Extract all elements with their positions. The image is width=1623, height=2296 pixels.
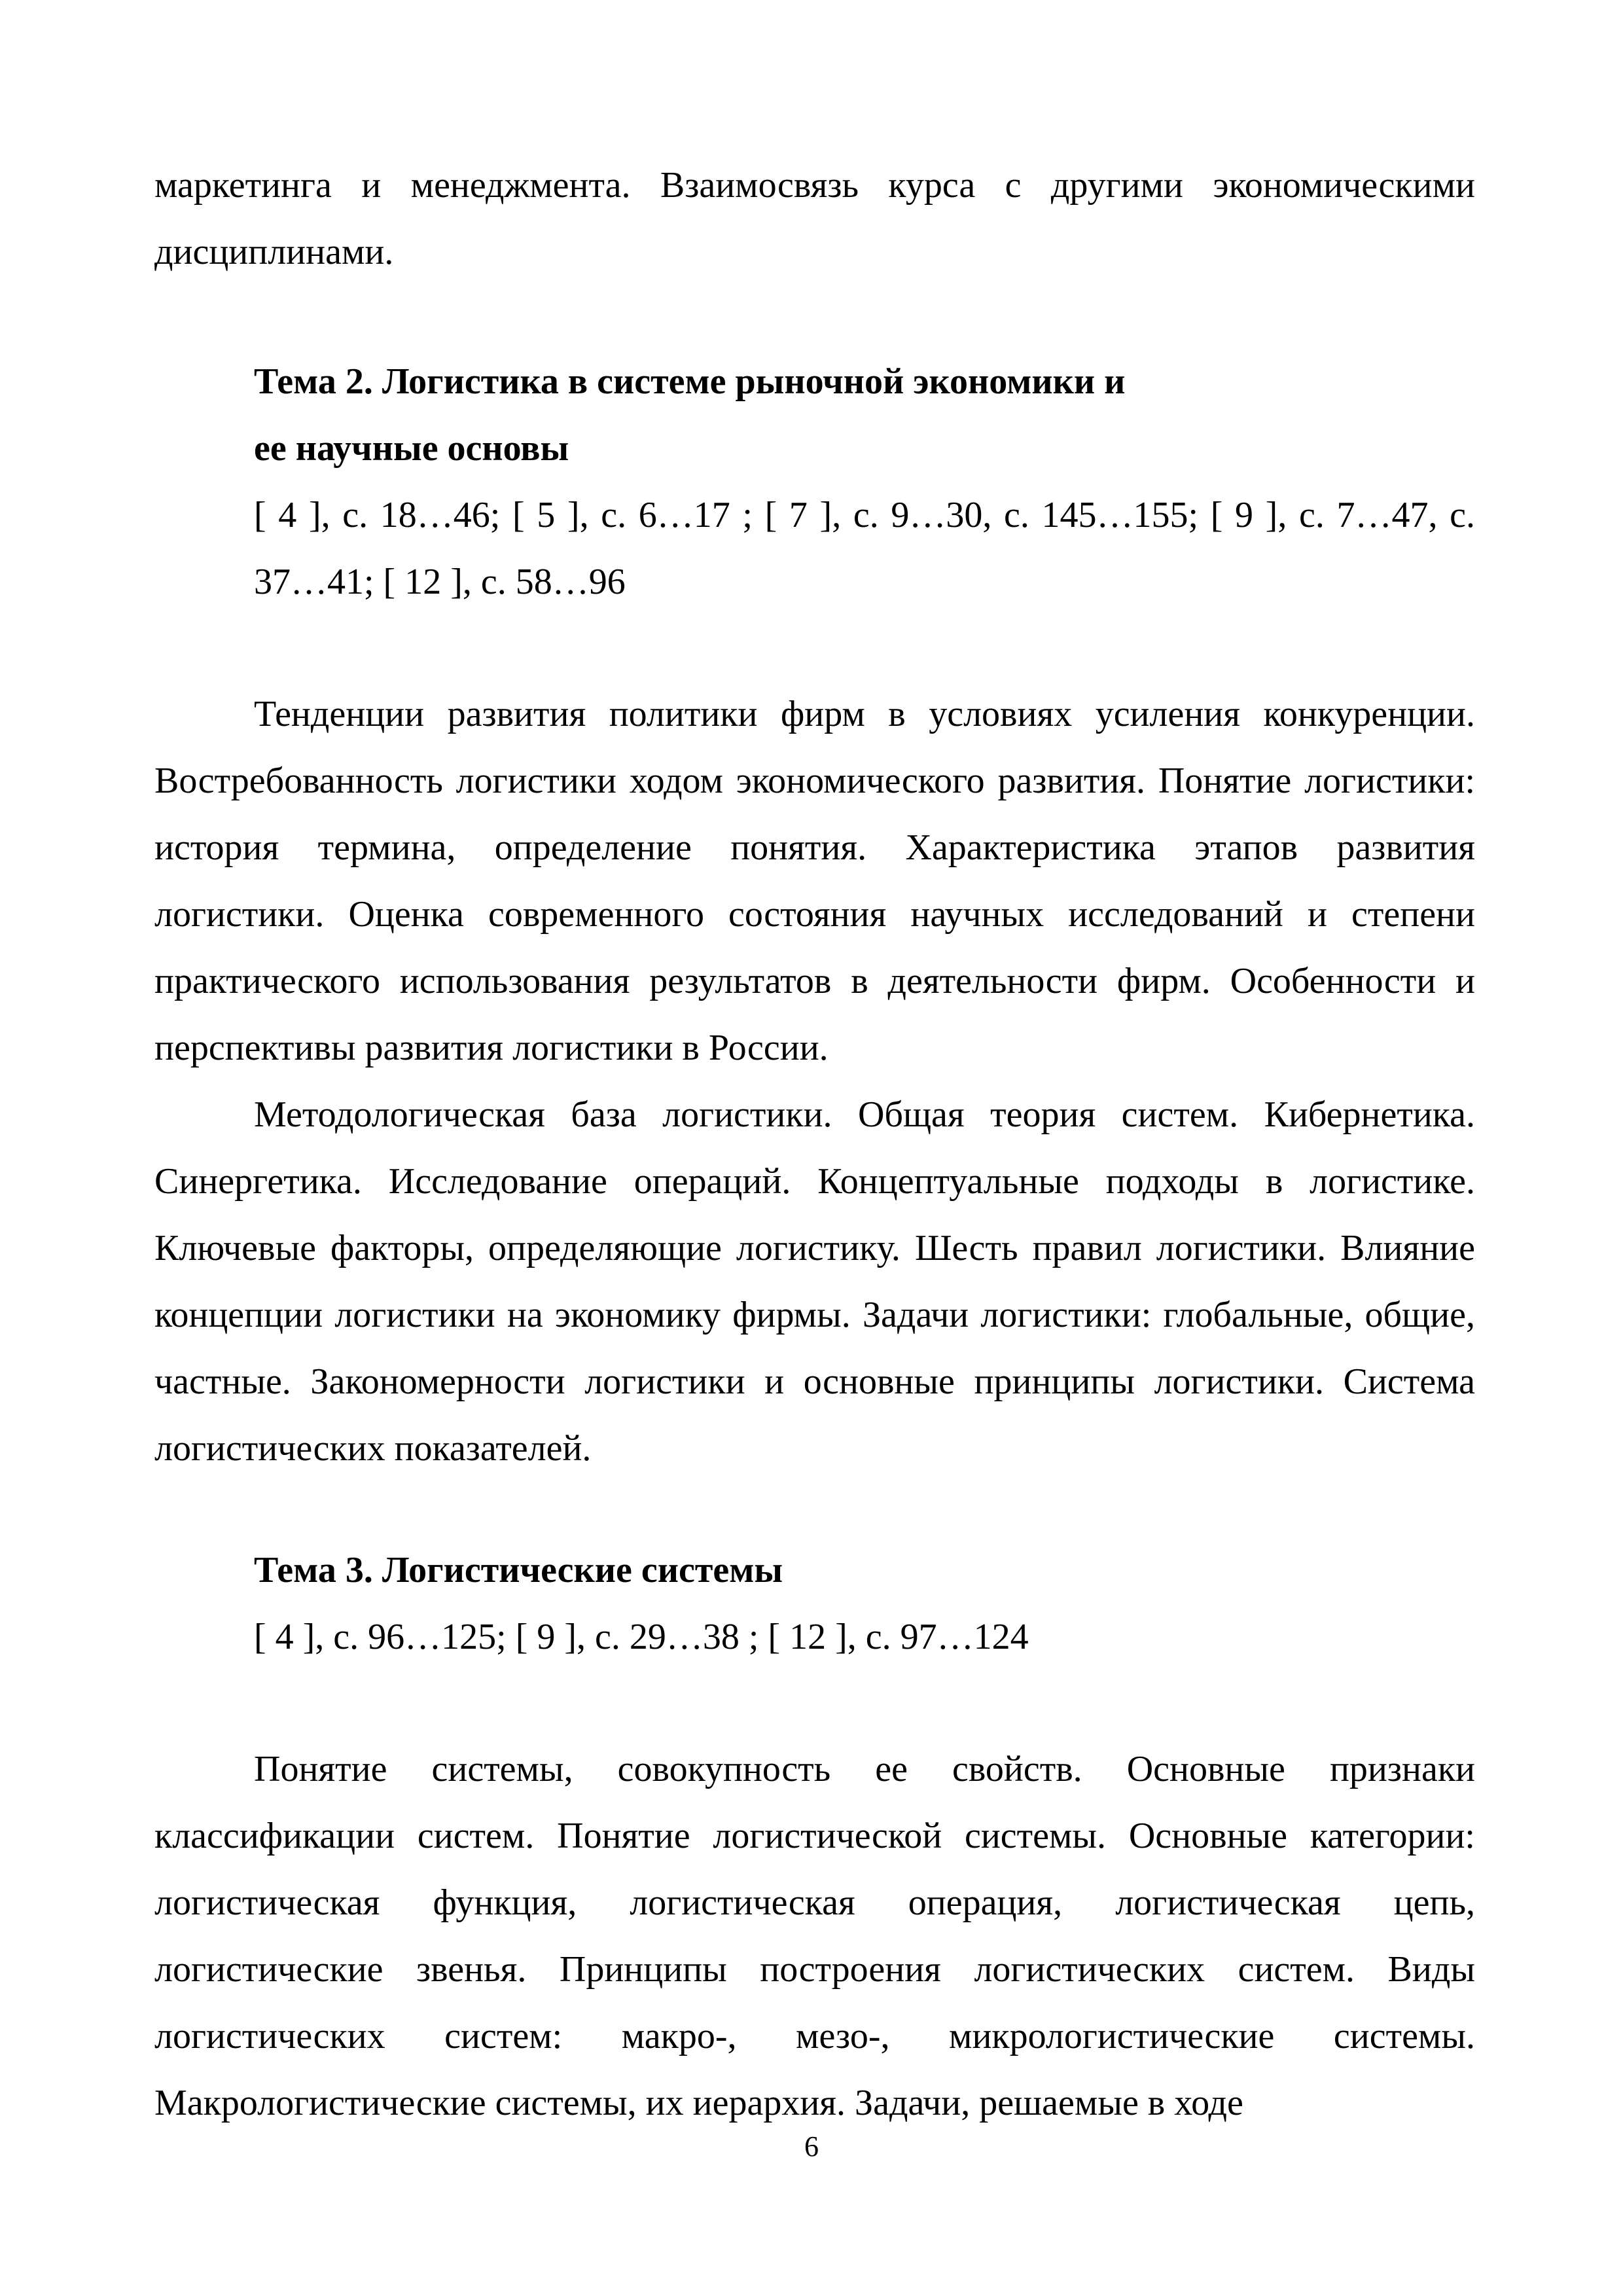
topic3-references: [ 4 ], с. 96…125; [ 9 ], с. 29…38 ; [ 12 ], с. 97…124 bbox=[254, 1617, 1029, 1657]
topic2-title-line1: Тема 2. Логистика в системе рыночной экономики и bbox=[254, 361, 1126, 402]
intro-paragraph: маркетинга и менеджмента. Взаимосвязь курса с другими экономическими дисциплинами. bbox=[154, 165, 1475, 272]
topic2-references: [ 4 ], с. 18…46; [ 5 ], с. 6…17 ; [ 7 ], с. 9…30, с. 145…155; [ 9 ], с. 7…47, с. 37…41; [ 12 ], с. 58…96 bbox=[254, 495, 1475, 602]
topic2-paragraph1: Тенденции развития политики фирм в условиях усиления конкуренции. Востребованность логистики ходом экономического развития. Понятие логистики: история термина, определение понятия. Характеристика этапов развития логистики. Оценка современного состояния научных исследований и степени практического использования результатов в деятельности фирм. Особенности и перспективы развития логистики в России. bbox=[154, 694, 1475, 1068]
topic3-title: Тема 3. Логистические системы bbox=[254, 1550, 783, 1590]
topic2-title-line2: ее научные основы bbox=[254, 428, 569, 469]
page-number: 6 bbox=[804, 2130, 819, 2162]
topic2-paragraph2: Методологическая база логистики. Общая теория систем. Кибернетика. Синергетика. Исследование операций. Концептуальные подходы в логистике. Ключевые факторы, определяющие логистику. Шесть правил логистики. Влияние концепции логистики на экономику фирмы. Задачи логистики: глобальные, общие, частные. Закономерности логистики и основные принципы логистики. Система логистических показателей. bbox=[154, 1094, 1475, 1469]
topic3-paragraph1: Понятие системы, совокупность ее свойств. Основные признаки классификации систем. Понятие логистической системы. Основные категории: логистическая функция, логистическая операция, логистическая цепь, логистические звенья. Принципы построения логистических систем. Виды логистических систем: макро-, мезо-, микрологистические системы. Макрологистические системы, их иерархия. Задачи, решаемые в ходе bbox=[154, 1749, 1475, 2123]
